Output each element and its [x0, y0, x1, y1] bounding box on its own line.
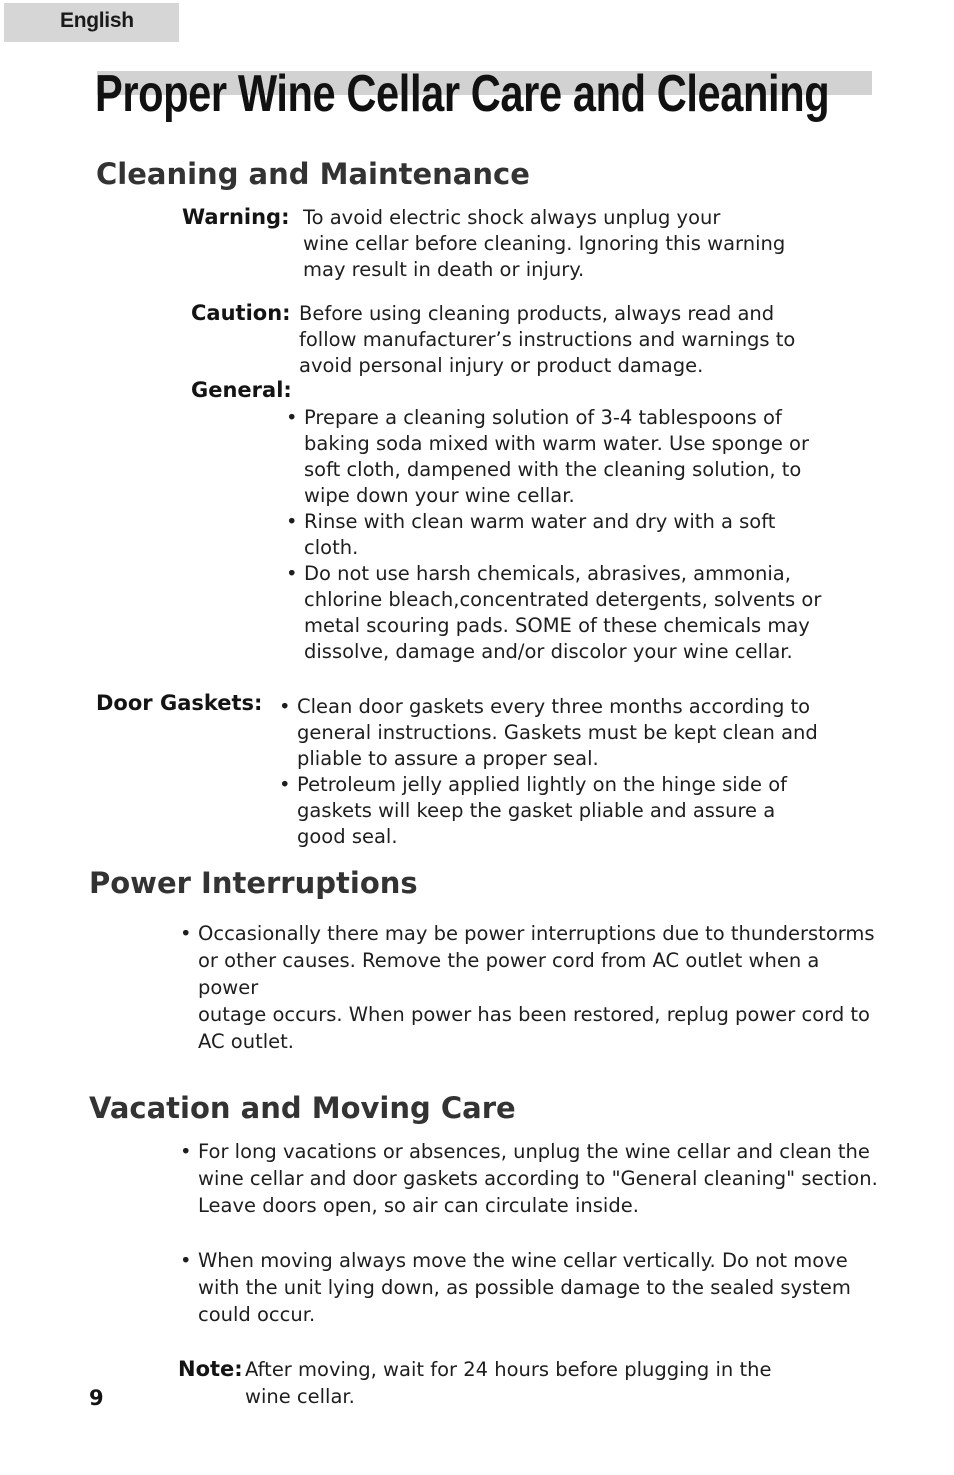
note-line: After moving, wait for 24 hours before plugging in the	[245, 1358, 772, 1381]
list-item	[279, 694, 824, 772]
page-title: Proper Wine Cellar Care and Cleaning	[95, 65, 830, 123]
list-line: good seal.	[297, 825, 398, 848]
list-line: or other causes. Remove the power cord from AC outlet when a	[198, 949, 820, 972]
bullet-icon: •	[180, 1140, 192, 1163]
list-line: Rinse with clean warm water and dry with a soft	[304, 510, 776, 533]
list-line: Occasionally there may be power interruptions due to thunderstorms	[198, 922, 875, 945]
language-tab	[4, 3, 179, 42]
bullet-icon: •	[180, 922, 192, 945]
warning-line: To avoid electric shock always unplug your	[303, 206, 721, 229]
warning-text	[303, 205, 785, 283]
list-item	[286, 509, 826, 561]
vacation-bullet-list	[180, 1138, 880, 1219]
page-number: 9	[89, 1386, 104, 1410]
general-label: General:	[191, 378, 292, 402]
bullet-icon: •	[180, 1249, 192, 1272]
list-line: Prepare a cleaning solution of 3-4 tablespoons of	[304, 406, 782, 429]
list-line: Clean door gaskets every three months according to	[297, 695, 811, 718]
list-line: Petroleum jelly applied lightly on the hinge side of	[297, 773, 788, 796]
warning-label: Warning:	[182, 205, 290, 229]
caution-label: Caution:	[191, 301, 291, 325]
door-gaskets-bullet-list	[279, 694, 824, 850]
list-line: metal scouring pads. SOME of these chemicals may	[304, 614, 810, 637]
list-item	[279, 772, 824, 850]
note-line: wine cellar.	[245, 1385, 355, 1408]
caution-line: avoid personal injury or product damage.	[299, 354, 704, 377]
language-label: English	[60, 9, 134, 32]
list-line: general instructions. Gaskets must be kept clean and	[297, 721, 818, 744]
bullet-icon: •	[286, 406, 298, 429]
vacation-heading: Vacation and Moving Care	[89, 1091, 516, 1125]
vacation-bullet-list-2	[180, 1247, 880, 1328]
list-line: pliable to assure a proper seal.	[297, 747, 599, 770]
list-line: gaskets will keep the gasket pliable and assure a	[297, 799, 776, 822]
caution-line: Before using cleaning products, always read and	[299, 302, 775, 325]
list-line: dissolve, damage and/or discolor your wine cellar.	[304, 640, 793, 663]
list-line: When moving always move the wine cellar vertically. Do not move	[198, 1249, 848, 1272]
note-label: Note:	[178, 1357, 243, 1381]
power-bullet-list	[180, 920, 880, 1055]
warning-line: may result in death or injury.	[303, 258, 585, 281]
bullet-icon: •	[279, 773, 291, 796]
bullet-icon: •	[286, 562, 298, 585]
warning-line: wine cellar before cleaning. Ignoring this warning	[303, 232, 786, 255]
power-heading: Power Interruptions	[89, 866, 418, 900]
list-item	[286, 405, 826, 509]
caution-line: follow manufacturer’s instructions and warnings to	[299, 328, 796, 351]
list-line: power	[198, 976, 259, 999]
list-item	[180, 1138, 880, 1219]
caution-text	[299, 301, 795, 379]
list-line: baking soda mixed with warm water. Use sponge or	[304, 432, 809, 455]
bullet-icon: •	[279, 695, 291, 718]
list-line: with the unit lying down, as possible damage to the sealed system	[198, 1276, 851, 1299]
list-line: For long vacations or absences, unplug the wine cellar and clean the	[198, 1140, 870, 1163]
list-line: Do not use harsh chemicals, abrasives, ammonia,	[304, 562, 791, 585]
note-text	[245, 1356, 771, 1410]
list-item	[180, 1247, 880, 1328]
list-line: Leave doors open, so air can circulate inside.	[198, 1194, 639, 1217]
door-gaskets-label: Door Gaskets:	[96, 691, 263, 715]
list-item	[180, 920, 880, 1055]
list-line: could occur.	[198, 1303, 316, 1326]
list-line: soft cloth, dampened with the cleaning solution, to	[304, 458, 802, 481]
general-bullet-list	[286, 405, 826, 665]
list-line: wine cellar and door gaskets according to "General cleaning" section.	[198, 1167, 878, 1190]
cleaning-heading: Cleaning and Maintenance	[96, 157, 530, 191]
list-line: AC outlet.	[198, 1030, 295, 1053]
list-item	[286, 561, 826, 665]
bullet-icon: •	[286, 510, 298, 533]
list-line: wipe down your wine cellar.	[304, 484, 575, 507]
list-line: outage occurs. When power has been restored, replug power cord to	[198, 1003, 870, 1026]
list-line: cloth.	[304, 536, 359, 559]
list-line: chlorine bleach,concentrated detergents, solvents or	[304, 588, 822, 611]
